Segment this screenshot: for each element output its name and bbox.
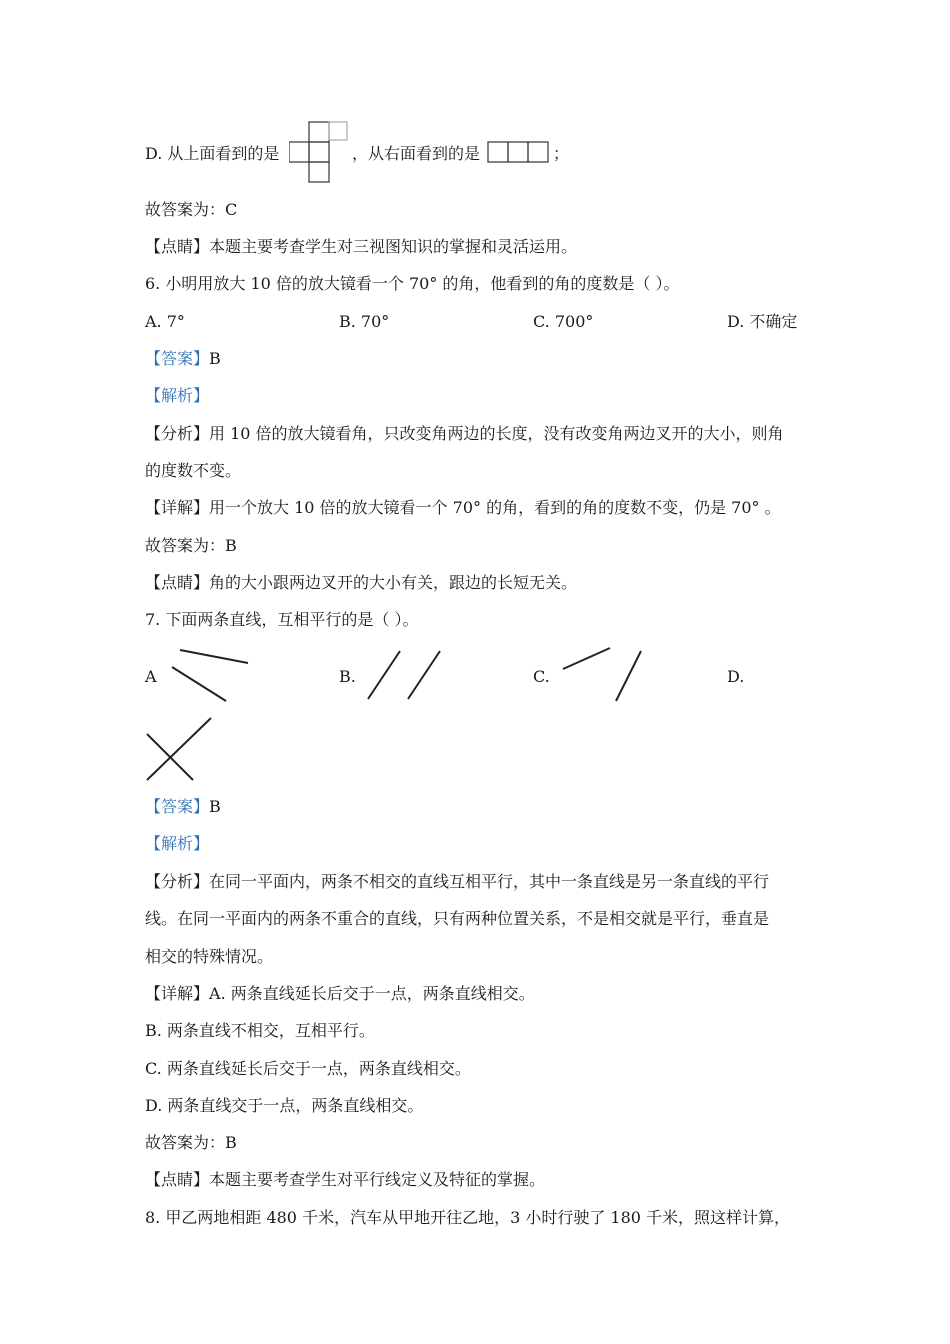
top-view-cell-faint	[329, 122, 347, 140]
fenxi-label: 【分析】	[145, 424, 210, 443]
q7-fenxi-line1	[145, 872, 769, 892]
q6-stem: 6. 小明用放大 10 倍的放大镜看一个 70° 的角，他看到的角的度数是（ ）。	[145, 274, 680, 293]
dianjing-label: 【点睛】	[145, 237, 210, 256]
q8-stem: 8. 甲乙两地相距 480 千米，汽车从甲地开往乙地，3 小时行驶了 180 千米，照这样计算，	[145, 1208, 791, 1227]
xiangjie-label: 【详解】	[145, 498, 210, 517]
q6-jiexi-label: 【解析】	[145, 386, 210, 405]
q6-answer	[145, 349, 221, 369]
q7-dianjing	[145, 1170, 545, 1190]
q7-xiangjie-b: B. 两条直线不相交，互相平行。	[145, 1021, 375, 1040]
xiangjie-a: A. 两条直线延长后交于一点，两条直线相交。	[209, 984, 535, 1003]
dianjing-text: 本题主要考查学生对平行线定义及特征的掌握。	[209, 1170, 546, 1189]
q7-fenxi-line3: 相交的特殊情况。	[145, 947, 274, 966]
q5-option-d-suffix-text: ；	[553, 144, 570, 163]
q5-dianjing	[145, 237, 577, 257]
figure-c-line-1	[563, 648, 610, 669]
q7-option-a-label: A	[145, 667, 157, 686]
q6-conclusion: 故答案为：B	[145, 536, 237, 555]
q7-jiexi-label: 【解析】	[145, 834, 210, 853]
figure-a-line-2	[172, 667, 226, 701]
right-view-figure	[487, 141, 551, 163]
q7-option-c-label: C.	[533, 667, 550, 686]
q6-option-b: B. 70°	[339, 312, 390, 331]
top-view-figure	[289, 120, 351, 184]
dianjing-text: 本题主要考查学生对三视图知识的掌握和灵活运用。	[209, 237, 578, 256]
q7-figure-c	[558, 645, 648, 705]
q7-xiangjie-d: D. 两条直线交于一点，两条直线相交。	[145, 1096, 424, 1115]
figure-b-line-2	[408, 651, 440, 699]
answer-value: B	[209, 797, 221, 816]
figure-b-line-1	[368, 651, 400, 699]
q5-option-d-suffix	[553, 144, 569, 164]
q6-option-a: A. 7°	[145, 312, 185, 331]
figure-a-line-1	[180, 650, 248, 663]
right-view-cell	[488, 142, 508, 162]
q6-option-d: D. 不确定	[727, 312, 798, 331]
q7-fenxi-line2: 线。在同一平面内的两条不重合的直线，只有两种位置关系，不是相交就是平行，垂直是	[145, 909, 770, 928]
q7-figure-b	[360, 645, 450, 705]
fenxi-label: 【分析】	[145, 872, 210, 891]
q7-xiangjie-c: C. 两条直线延长后交于一点，两条直线相交。	[145, 1059, 471, 1078]
q7-conclusion: 故答案为：B	[145, 1133, 237, 1152]
q6-fenxi-line1	[145, 424, 784, 444]
q6-xiangjie	[145, 498, 781, 518]
q7-stem: 7. 下面两条直线，互相平行的是（ ）。	[145, 610, 419, 629]
q7-figure-d	[145, 716, 215, 784]
q6-fenxi-line2: 的度数不变。	[145, 461, 242, 480]
xiangjie-text: 用一个放大 10 倍的放大镜看一个 70° 的角，看到的角的度数不变，仍是 70° 。	[209, 498, 781, 517]
answer-label: 【答案】	[145, 349, 210, 368]
dianjing-label: 【点睛】	[145, 1170, 210, 1189]
q6-dianjing	[145, 573, 577, 593]
q5-option-d-mid	[352, 144, 480, 164]
q7-option-b-label: B.	[339, 667, 356, 686]
q7-figure-a	[150, 645, 260, 710]
answer-label: 【答案】	[145, 797, 210, 816]
q5-option-d	[145, 144, 279, 164]
q7-xiangjie	[145, 984, 535, 1004]
q5-option-d-prefix: D. 从上面看到的是	[145, 144, 280, 163]
q7-answer	[145, 797, 221, 817]
dianjing-label: 【点睛】	[145, 573, 210, 592]
fenxi-text: 在同一平面内，两条不相交的直线互相平行，其中一条直线是另一条直线的平行	[209, 872, 770, 891]
q6-option-c: C. 700°	[533, 312, 594, 331]
answer-value: B	[209, 349, 221, 368]
figure-c-line-2	[616, 651, 641, 701]
q5-option-d-mid-text: ，从右面看到的是	[352, 144, 481, 163]
top-view-cell	[309, 162, 329, 182]
top-view-cell	[289, 142, 309, 162]
top-view-cell	[309, 122, 329, 142]
top-view-cell	[309, 142, 329, 162]
right-view-cell	[508, 142, 528, 162]
q7-option-d-label: D.	[727, 667, 745, 686]
xiangjie-label: 【详解】	[145, 984, 210, 1003]
figure-d-line-2	[147, 718, 211, 780]
fenxi-text: 用 10 倍的放大镜看角，只改变角两边的长度，没有改变角两边叉开的大小，则角	[209, 424, 784, 443]
dianjing-text: 角的大小跟两边叉开的大小有关，跟边的长短无关。	[209, 573, 578, 592]
q5-conclusion: 故答案为：C	[145, 200, 238, 219]
right-view-cell	[528, 142, 548, 162]
